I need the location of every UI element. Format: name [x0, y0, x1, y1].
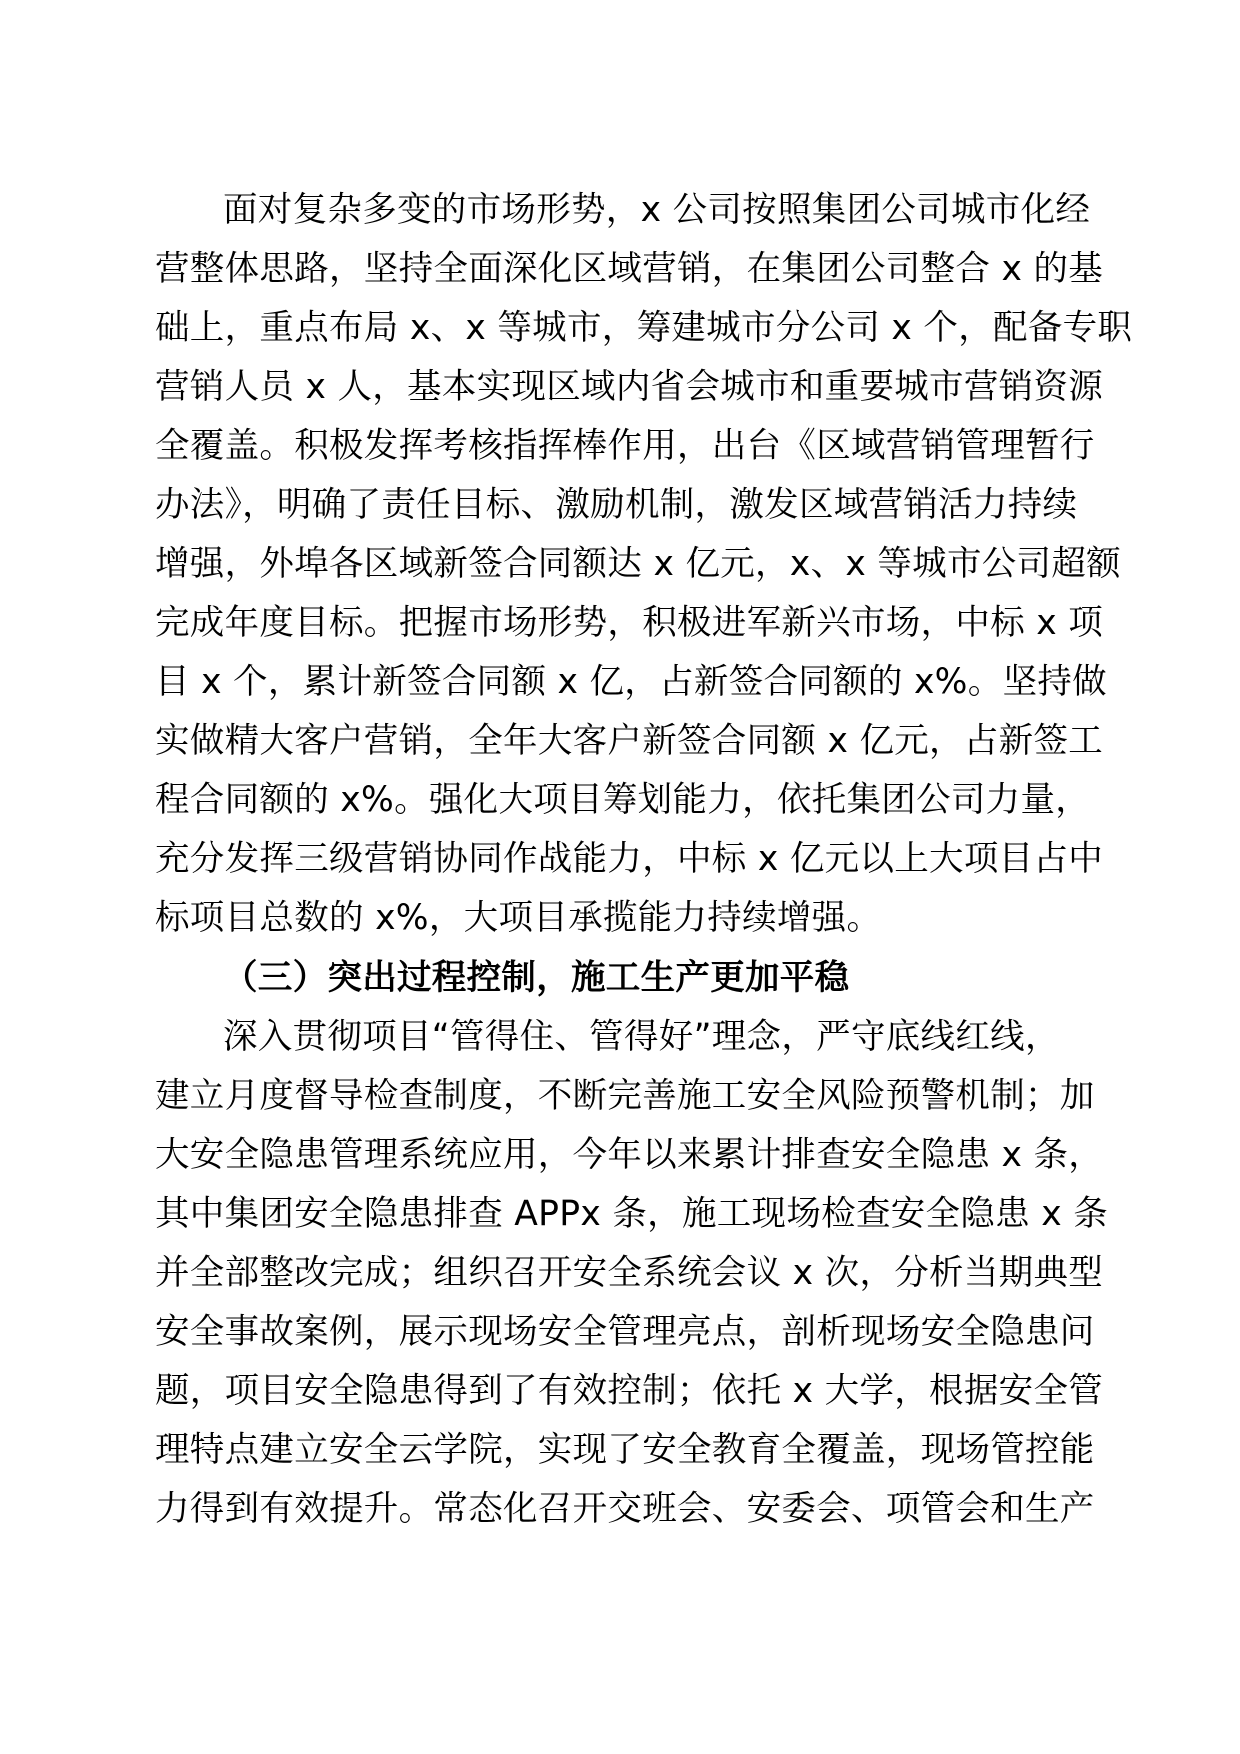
- paragraph-line: 营整体思路，坚持全面深化区域营销，在集团公司整合 x 的基: [155, 249, 1104, 289]
- paragraph-line: 充分发挥三级营销协同作战能力，中标 x 亿元以上大项目占中: [155, 839, 1104, 879]
- paragraph-line: 面对复杂多变的市场形势，x 公司按照集团公司城市化经: [223, 190, 1091, 230]
- section-heading-block: [155, 949, 1085, 1008]
- paragraph-line: 增强，外埠各区域新签合同额达 x 亿元，x、x 等城市公司超额: [155, 544, 1121, 584]
- paragraph-line: 础上，重点布局 x、x 等城市，筹建城市分公司 x 个，配备专职: [155, 308, 1133, 348]
- paragraph-line: 安全事故案例，展示现场安全管理亮点，剖析现场安全隐患问: [155, 1312, 1095, 1352]
- paragraph-safety: [155, 1008, 1109, 1539]
- paragraph-line: 建立月度督导检查制度，不断完善施工安全风险预警机制；加: [155, 1076, 1095, 1116]
- paragraph-line: 全覆盖。积极发挥考核指挥棒作用，出台《区域营销管理暂行: [155, 426, 1095, 466]
- paragraph-marketing: [155, 181, 1133, 948]
- paragraph-line: 其中集团安全隐患排查 APPx 条，施工现场检查安全隐患 x 条: [155, 1194, 1109, 1234]
- paragraph-line: 营销人员 x 人，基本实现区域内省会城市和重要城市营销资源: [155, 367, 1104, 407]
- section-heading: （三）突出过程控制，施工生产更加平稳: [223, 958, 850, 998]
- paragraph-line: 理特点建立安全云学院，实现了安全教育全覆盖，现场管控能: [155, 1430, 1095, 1470]
- paragraph-line: 深入贯彻项目“管得住、管得好”理念，严守底线红线，: [223, 1017, 1060, 1057]
- paragraph-line: 实做精大客户营销，全年大客户新签合同额 x 亿元，占新签工: [155, 721, 1104, 761]
- paragraph-line: 程合同额的 x%。强化大项目筹划能力，依托集团公司力量，: [155, 780, 1091, 820]
- paragraph-line: 题，项目安全隐患得到了有效控制；依托 x 大学，根据安全管: [155, 1371, 1104, 1411]
- paragraph-line: 办法》，明确了责任目标、激励机制，激发区域营销活力持续: [155, 485, 1078, 525]
- paragraph-line: 目 x 个，累计新签合同额 x 亿，占新签合同额的 x%。坚持做: [155, 662, 1107, 702]
- paragraph-line: 大安全隐患管理系统应用，今年以来累计排查安全隐患 x 条，: [155, 1135, 1104, 1175]
- paragraph-line: 力得到有效提升。常态化召开交班会、安委会、项管会和生产: [155, 1489, 1095, 1529]
- paragraph-line: 并全部整改完成；组织召开安全系统会议 x 次，分析当期典型: [155, 1253, 1104, 1293]
- paragraph-line: 标项目总数的 x%，大项目承揽能力持续增强。: [155, 898, 882, 938]
- paragraph-line: 完成年度目标。把握市场形势，积极进军新兴市场，中标 x 项: [155, 603, 1104, 643]
